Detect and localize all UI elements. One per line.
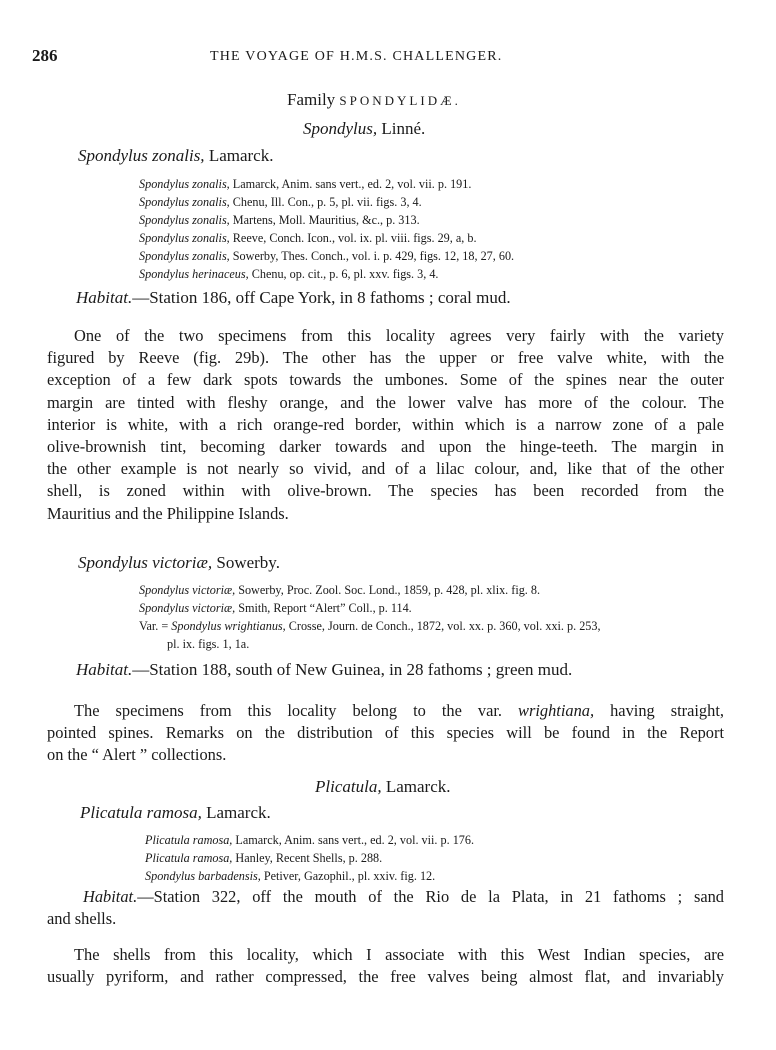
species-heading-zonalis (78, 146, 273, 166)
synonymy-entry: Spondylus zonalis, Chenu, Ill. Con., p. 5, pl. vii. figs. 3, 4. (139, 195, 422, 209)
paragraph-zonalis-remarks (47, 325, 724, 525)
habitat-victoriae (76, 660, 572, 680)
species-name: Plicatula ramosa, (80, 803, 202, 822)
synonymy-list-zonalis (139, 175, 514, 283)
synonymy-entry: Spondylus herinaceus, Chenu, op. cit., p. 6, pl. xxv. figs. 3, 4. (139, 267, 439, 281)
habitat-text: —Station 186, off Cape York, in 8 fathoms ; coral mud. (132, 288, 511, 307)
running-head: THE VOYAGE OF H.M.S. CHALLENGER. (210, 49, 503, 64)
synonymy-entry: Spondylus zonalis, Lamarck, Anim. sans vert., ed. 2, vol. vii. p. 191. (139, 177, 472, 191)
genus-name: Spondylus, (303, 119, 378, 138)
synonymy-entry: Plicatula ramosa, Lamarck, Anim. sans vert., ed. 2, vol. vii. p. 176. (145, 833, 475, 847)
paragraph-line: and shells. (47, 909, 117, 929)
paragraph-line: interior is white, with a rich orange-red border, within which is a narrow zone of a pale (47, 414, 724, 434)
habitat-label: Habitat. (76, 288, 133, 307)
species-author: Sowerby. (216, 553, 280, 572)
genus-heading-plicatula (315, 777, 450, 797)
paragraph-line: margin are tinted with fleshy orange, and the lower valve has more of the colour. The (47, 392, 724, 412)
family-heading (287, 90, 461, 110)
species-author: Lamarck. (208, 146, 274, 165)
synonymy-list-victoriae (139, 581, 601, 653)
paragraph-line: the other example is not nearly so vivid, and of a lilac colour, and, like that of the other (47, 459, 724, 479)
genus-name: Plicatula, (315, 777, 382, 796)
genus-author: Lamarck. (385, 777, 451, 796)
synonymy-list-ramosa (145, 831, 474, 885)
paragraph-line: Mauritius and the Philippine Islands. (47, 503, 289, 523)
genus-author: Linné. (381, 119, 426, 138)
synonymy-entry: Spondylus zonalis, Reeve, Conch. Icon., vol. ix. pl. viii. figs. 29, a, b. (139, 231, 477, 245)
species-heading-ramosa (80, 803, 271, 823)
species-heading-victoriae (78, 553, 280, 573)
synonymy-entry: Var. = Spondylus wrightianus, Crosse, Journ. de Conch., 1872, vol. xx. p. 360, vol. xxi. p. 253, (139, 619, 601, 633)
paragraph-line: on the “ Alert ” collections. (47, 745, 227, 765)
habitat-text: —Station 322, off the mouth of the Rio de la Plata, in 21 fathoms ; sand (137, 887, 724, 906)
synonymy-entry: Spondylus barbadensis, Petiver, Gazophil., pl. xxiv. fig. 12. (145, 869, 436, 883)
species-author: Lamarck. (206, 803, 271, 822)
synonymy-entry: pl. ix. figs. 1, 1a. (167, 637, 250, 651)
habitat-label: Habitat. (83, 887, 138, 906)
genus-heading-spondylus (303, 119, 425, 139)
paragraph-line: pointed spines. Remarks on the distribution of this species will be found in the Report (47, 723, 724, 743)
paragraph-line: The specimens from this locality belong to the var. wrightiana, having straight, (74, 701, 724, 720)
paragraph-line (47, 886, 724, 908)
paragraph-line: exception of a few dark spots towards the umbones. Some of the spines near the outer (47, 370, 724, 390)
family-prefix: Family (287, 90, 336, 109)
paragraph-victoriae-remarks (47, 700, 724, 767)
habitat-text: —Station 188, south of New Guinea, in 28 fathoms ; green mud. (132, 660, 573, 679)
habitat-zonalis (76, 288, 511, 308)
page-number: 286 (32, 46, 58, 65)
paragraph-line: One of the two specimens from this locality agrees very fairly with the variety (74, 326, 724, 345)
paragraph-line: usually pyriform, and rather compressed, the free valves being almost flat, and invariably (47, 967, 724, 987)
habitat-ramosa (47, 886, 724, 930)
species-name: Spondylus zonalis, (78, 146, 205, 165)
synonymy-entry: Spondylus victoriæ, Smith, Report “Alert” Coll., p. 114. (139, 601, 412, 615)
paragraph-line: shell, is zoned within with olive-brown. The species has been recorded from the (47, 481, 724, 501)
habitat-label: Habitat. (76, 660, 133, 679)
paragraph-ramosa-remarks (47, 944, 724, 988)
species-name: Spondylus victoriæ, (78, 553, 213, 572)
synonymy-entry: Plicatula ramosa, Hanley, Recent Shells, p. 288. (145, 851, 383, 865)
paragraph-line: The shells from this locality, which I associate with this West Indian species, are (74, 945, 724, 964)
synonymy-entry: Spondylus zonalis, Martens, Moll. Mauritius, &c., p. 313. (139, 213, 420, 227)
synonymy-entry: Spondylus victoriæ, Sowerby, Proc. Zool. Soc. Lond., 1859, p. 428, pl. xlix. fig. 8. (139, 583, 541, 597)
family-name: SPONDYLIDÆ. (339, 93, 461, 108)
paragraph-line: olive-brownish tint, becoming darker towards and upon the hinge-teeth. The margin in (47, 436, 724, 456)
paragraph-line: figured by Reeve (fig. 29b). The other has the upper or free valve white, with the (47, 348, 724, 368)
synonymy-entry: Spondylus zonalis, Sowerby, Thes. Conch., vol. i. p. 429, figs. 12, 18, 27, 60. (139, 249, 515, 263)
